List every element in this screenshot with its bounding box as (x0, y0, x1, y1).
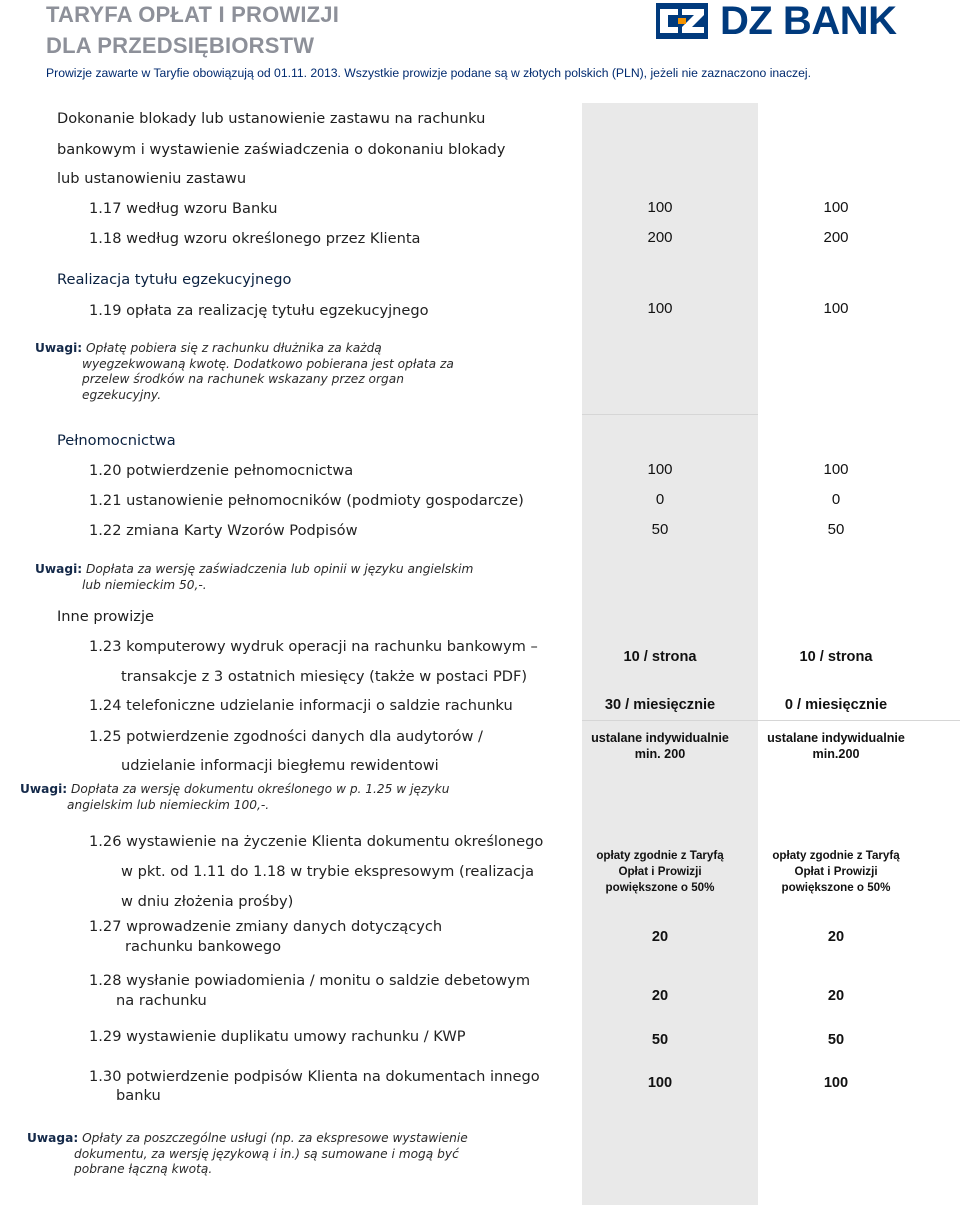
note-1-25 (20, 782, 449, 813)
row-1-24-label: 1.24 telefoniczne udzielanie informacji o saldzie rachunku (89, 697, 513, 714)
row-1-26-label-line2: w pkt. od 1.11 do 1.18 w trybie ekspresowym (realizacja (121, 863, 535, 880)
row-1-26-value-col1 (582, 848, 738, 896)
row-1-28-value-col2: 20 (827, 988, 845, 1004)
row-1-29-value-col1: 50 (651, 1032, 669, 1048)
row-1-21-value-col2: 0 (831, 491, 841, 508)
row-1-17-value-col2: 100 (823, 199, 849, 216)
row-1-27-value-col2: 20 (827, 929, 845, 945)
row-1-23-label-line2: transakcje z 3 ostatnich miesięcy (także w postaci PDF) (121, 668, 528, 685)
dz-bank-logo (656, 0, 897, 43)
row-1-22-label: 1.22 zmiana Karty Wzorów Podpisów (89, 522, 358, 539)
note-pelnomocnictwa-line1: Dopłata za wersję zaświadczenia lub opinii w języku angielskim (86, 562, 474, 576)
section-blokady-heading-line3: lub ustanowieniu zastawu (57, 170, 247, 187)
row-1-24-value-col1: 30 / miesięcznie (604, 697, 716, 713)
row-1-23-value-col2: 10 / strona (799, 649, 873, 665)
note-egzekucja-line2: wyegzekwowaną kwotę. Dodatkowo pobierana jest opłata za (82, 356, 454, 371)
row-1-20-value-col1: 100 (647, 461, 673, 478)
row-1-25-value-col1-line1: ustalane indywidualnie (591, 731, 729, 745)
row-1-18-value-col2: 200 (823, 229, 849, 246)
footer-note-line3: pobrane łączną kwotą. (74, 1162, 213, 1176)
row-1-26-value-col1-line1: opłaty zgodnie z Taryfą (596, 849, 724, 862)
row-1-27-value-col1: 20 (651, 929, 669, 945)
row-1-27-label-line1: 1.27 wprowadzenie zmiany danych dotyczących (89, 918, 443, 935)
divider (582, 720, 960, 721)
section-pelnomocnictwa-heading: Pełnomocnictwa (57, 432, 176, 449)
row-1-26-value-col1-line2: Opłat i Prowizji (618, 865, 702, 878)
row-1-27-label-line2: rachunku bankowego (125, 938, 282, 955)
note-1-25-line2: angielskim lub niemieckim 100,-. (67, 797, 270, 812)
row-1-19-value-col2: 100 (823, 300, 849, 317)
note-pelnomocnictwa (35, 562, 473, 593)
row-1-25-value-col1 (582, 730, 738, 762)
row-1-29-label: 1.29 wystawienie duplikatu umowy rachunku / KWP (89, 1028, 466, 1045)
section-egzekucja-heading: Realizacja tytułu egzekucyjnego (57, 271, 292, 288)
row-1-20-value-col2: 100 (823, 461, 849, 478)
row-1-28-label-line2: na rachunku (116, 992, 207, 1009)
row-1-26-value-col2-line3: powiększone o 50% (781, 881, 891, 894)
row-1-28-label-line1: 1.28 wysłanie powiadomienia / monitu o saldzie debetowym (89, 972, 531, 989)
row-1-22-value-col1: 50 (651, 521, 669, 538)
row-1-20-label: 1.20 potwierdzenie pełnomocnictwa (89, 462, 354, 479)
row-1-26-value-col2 (758, 848, 914, 896)
section-blokady-heading-line1: Dokonanie blokady lub ustanowienie zastawu na rachunku (57, 110, 486, 127)
note-1-25-line1: Dopłata za wersję dokumentu określonego w p. 1.25 w języku (71, 782, 450, 796)
row-1-17-label: 1.17 według wzoru Banku (89, 200, 278, 217)
row-1-22-value-col2: 50 (827, 521, 845, 538)
document-subtitle: Prowizje zawarte w Taryfie obowiązują od 01.11. 2013. Wszystkie prowizje podane są w złotych polskich (PLN), jeżeli nie zaznaczono inaczej. (46, 66, 812, 80)
dz-bank-logo-text: DZ BANK (720, 0, 897, 43)
row-1-18-value-col1: 200 (647, 229, 673, 246)
note-pelnomocnictwa-line2: lub niemieckim 50,-. (82, 577, 207, 592)
document-title-line1: TARYFA OPŁAT I PROWIZJI (46, 2, 340, 27)
row-1-25-label-line2: udzielanie informacji biegłemu rewidentowi (121, 757, 439, 774)
note-egzekucja-label: Uwagi: (35, 341, 83, 355)
note-egzekucja-line4: egzekucyjny. (82, 387, 162, 402)
row-1-24-value-col2: 0 / miesięcznie (784, 697, 888, 713)
row-1-21-value-col1: 0 (655, 491, 665, 508)
row-1-23-value-col1: 10 / strona (623, 649, 697, 665)
row-1-25-value-col2 (758, 730, 914, 762)
footer-note-line1: Opłaty za poszczególne usługi (np. za ekspresowe wystawienie (82, 1131, 468, 1145)
row-1-19-label: 1.19 opłata za realizację tytułu egzekucyjnego (89, 302, 429, 319)
row-1-25-value-col2-line1: ustalane indywidualnie (767, 731, 905, 745)
note-1-25-label: Uwagi: (20, 782, 68, 796)
row-1-25-label-line1: 1.25 potwierdzenie zgodności danych dla audytorów / (89, 728, 483, 745)
footer-note (27, 1131, 468, 1178)
row-1-26-label-line1: 1.26 wystawienie na życzenie Klienta dokumentu określonego (89, 833, 544, 850)
document-title-line2: DLA PRZEDSIĘBIORSTW (46, 33, 315, 58)
row-1-30-label-line2: banku (116, 1087, 161, 1104)
row-1-17-value-col1: 100 (647, 199, 673, 216)
note-pelnomocnictwa-label: Uwagi: (35, 562, 83, 576)
row-1-25-value-col2-line2: min.200 (812, 747, 860, 761)
note-egzekucja (35, 341, 454, 403)
row-1-26-label-line3: w dniu złożenia prośby) (121, 893, 294, 910)
row-1-30-value-col2: 100 (823, 1075, 849, 1091)
row-1-26-value-col1-line3: powiększone o 50% (605, 881, 715, 894)
row-1-30-value-col1: 100 (647, 1075, 673, 1091)
divider (582, 414, 758, 415)
dz-bank-logo-icon (656, 3, 708, 39)
row-1-29-value-col2: 50 (827, 1032, 845, 1048)
row-1-30-label-line1: 1.30 potwierdzenie podpisów Klienta na dokumentach innego (89, 1068, 540, 1085)
footer-note-label: Uwaga: (27, 1131, 79, 1145)
row-1-19-value-col1: 100 (647, 300, 673, 317)
row-1-26-value-col2-line1: opłaty zgodnie z Taryfą (772, 849, 900, 862)
note-egzekucja-line1: Opłatę pobiera się z rachunku dłużnika za każdą (86, 341, 382, 355)
section-blokady-heading-line2: bankowym i wystawienie zaświadczenia o dokonaniu blokady (57, 141, 506, 158)
row-1-28-value-col1: 20 (651, 988, 669, 1004)
footer-note-line2: dokumentu, za wersję językową i in.) są sumowane i mogą być (74, 1146, 459, 1161)
row-1-23-label-line1: 1.23 komputerowy wydruk operacji na rachunku bankowym – (89, 638, 538, 655)
row-1-25-value-col1-line2: min. 200 (634, 747, 686, 761)
section-inne-heading: Inne prowizje (57, 608, 154, 625)
row-1-26-value-col2-line2: Opłat i Prowizji (794, 865, 878, 878)
note-egzekucja-line3: przelew środków na rachunek wskazany przez organ (82, 372, 404, 386)
row-1-18-label: 1.18 według wzoru określonego przez Klienta (89, 230, 421, 247)
row-1-21-label: 1.21 ustanowienie pełnomocników (podmioty gospodarcze) (89, 492, 524, 509)
